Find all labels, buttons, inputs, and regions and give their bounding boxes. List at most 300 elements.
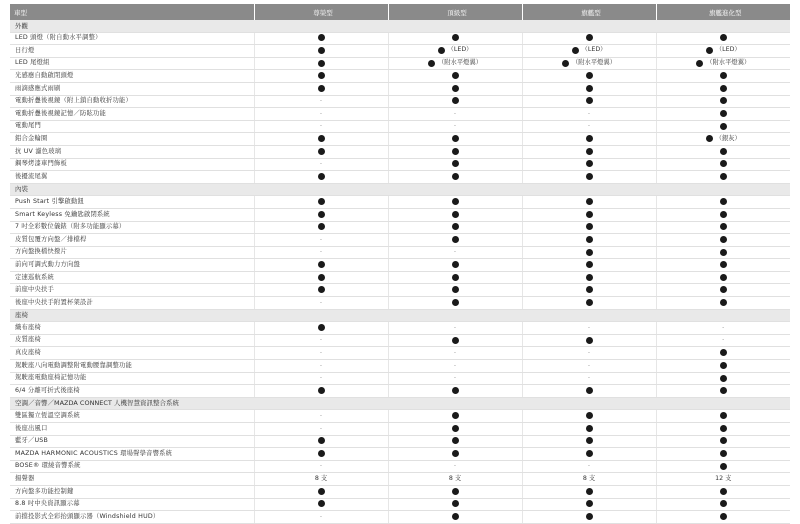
standard-dot-icon <box>318 60 325 67</box>
standard-dot-icon <box>586 437 593 444</box>
spec-note: （銀灰） <box>715 134 741 142</box>
standard-dot-icon <box>586 387 593 394</box>
standard-dot-icon <box>720 85 727 92</box>
standard-dot-icon <box>720 437 727 444</box>
feature-label: 日行燈 <box>10 45 254 58</box>
spec-cell <box>656 108 790 121</box>
standard-dot-icon <box>706 135 713 142</box>
feature-label: 方向盤多功能控制鍵 <box>10 485 254 498</box>
standard-dot-icon <box>452 173 459 180</box>
standard-dot-icon <box>720 274 727 281</box>
spec-cell <box>254 498 388 511</box>
table-row <box>10 196 790 209</box>
spec-cell <box>656 82 790 95</box>
table-row <box>10 45 790 58</box>
spec-cell <box>388 221 522 234</box>
standard-dot-icon <box>586 286 593 293</box>
table-row <box>10 410 790 423</box>
standard-dot-icon <box>452 236 459 243</box>
standard-dot-icon <box>452 513 459 520</box>
table-row <box>10 334 790 347</box>
section-header-row <box>10 397 790 410</box>
standard-dot-icon <box>720 286 727 293</box>
section-title: 空調／音響／MAZDA CONNECT 人機智慧資訊整合系統 <box>10 397 790 410</box>
not-available-dash: - <box>722 323 725 331</box>
not-available-dash: - <box>319 97 323 105</box>
spec-cell <box>388 246 522 259</box>
standard-dot-icon <box>452 337 459 344</box>
spec-cell <box>388 372 522 385</box>
feature-label: 方向盤換檔快撥片 <box>10 246 254 259</box>
spec-cell <box>656 70 790 83</box>
feature-label: 皮質座椅 <box>10 334 254 347</box>
spec-cell <box>388 511 522 524</box>
spec-cell <box>254 360 388 373</box>
spec-cell <box>522 284 656 297</box>
spec-cell <box>522 32 656 45</box>
not-available-dash: - <box>453 462 457 470</box>
spec-cell <box>388 32 522 45</box>
spec-cell <box>522 297 656 310</box>
spec-cell <box>656 246 790 259</box>
standard-dot-icon <box>318 324 325 331</box>
not-available-dash: - <box>319 122 323 130</box>
standard-dot-icon <box>318 47 325 54</box>
feature-label: 駕駛座八向電動調整附電動腰靠調整功能 <box>10 360 254 373</box>
not-available-dash: - <box>453 374 457 382</box>
standard-dot-icon <box>720 425 727 432</box>
table-row <box>10 435 790 448</box>
not-available-dash: - <box>319 248 323 256</box>
spec-cell <box>254 511 388 524</box>
feature-label: 電動折疊後視鏡（附上鎖自動收折功能） <box>10 95 254 108</box>
spec-cell <box>254 208 388 221</box>
feature-label: Push Start 引擎啟動鈕 <box>10 196 254 209</box>
standard-dot-icon <box>586 148 593 155</box>
spec-cell <box>522 70 656 83</box>
spec-cell <box>656 511 790 524</box>
spec-cell <box>254 334 388 347</box>
spec-cell <box>254 322 388 335</box>
standard-dot-icon <box>586 97 593 104</box>
spec-cell <box>522 95 656 108</box>
spec-note: （LED） <box>715 46 741 54</box>
spec-cell <box>522 133 656 146</box>
spec-cell <box>656 158 790 171</box>
spec-cell <box>388 410 522 423</box>
not-available-dash: - <box>319 160 323 168</box>
spec-cell <box>388 70 522 83</box>
spec-cell <box>522 171 656 184</box>
feature-label: 藍牙／USB <box>10 435 254 448</box>
feature-label: 後座中央扶手附置杯架設計 <box>10 297 254 310</box>
table-row <box>10 372 790 385</box>
standard-dot-icon <box>720 450 727 457</box>
spec-cell <box>656 196 790 209</box>
spec-cell <box>522 347 656 360</box>
standard-dot-icon <box>586 488 593 495</box>
standard-dot-icon <box>318 387 325 394</box>
table-row <box>10 145 790 158</box>
not-available-dash: - <box>453 349 457 357</box>
standard-dot-icon <box>720 349 727 356</box>
standard-dot-icon <box>696 60 703 67</box>
spec-cell: 8 支 <box>254 473 388 486</box>
standard-dot-icon <box>452 223 459 230</box>
section-title: 外觀 <box>10 20 790 32</box>
table-row <box>10 423 790 436</box>
feature-label: BOSE® 環繞音響系統 <box>10 460 254 473</box>
not-available-dash: - <box>587 361 591 369</box>
table-row <box>10 360 790 373</box>
not-available-dash: - <box>319 109 323 117</box>
table-row <box>10 347 790 360</box>
standard-dot-icon <box>318 450 325 457</box>
spec-cell <box>522 448 656 461</box>
spec-cell <box>522 196 656 209</box>
standard-dot-icon <box>720 97 727 104</box>
table-row <box>10 208 790 221</box>
standard-dot-icon <box>452 135 459 142</box>
standard-dot-icon <box>720 412 727 419</box>
spec-cell <box>388 360 522 373</box>
spec-cell <box>656 334 790 347</box>
table-row <box>10 32 790 45</box>
table-row <box>10 221 790 234</box>
standard-dot-icon <box>720 123 727 130</box>
spec-cell <box>656 145 790 158</box>
spec-cell <box>388 158 522 171</box>
spec-cell <box>254 347 388 360</box>
spec-cell <box>388 347 522 360</box>
table-row <box>10 322 790 335</box>
not-available-dash: - <box>319 349 323 357</box>
not-available-dash: - <box>587 323 591 331</box>
standard-dot-icon <box>452 299 459 306</box>
standard-dot-icon <box>452 34 459 41</box>
standard-dot-icon <box>720 198 727 205</box>
standard-dot-icon <box>318 148 325 155</box>
standard-dot-icon <box>586 34 593 41</box>
feature-label: 定速巡航系統 <box>10 271 254 284</box>
spec-cell <box>522 385 656 398</box>
spec-cell <box>522 511 656 524</box>
standard-dot-icon <box>720 299 727 306</box>
standard-dot-icon <box>452 450 459 457</box>
spec-cell <box>388 133 522 146</box>
spec-cell <box>522 460 656 473</box>
spec-cell <box>656 221 790 234</box>
spec-cell <box>254 221 388 234</box>
spec-cell <box>522 158 656 171</box>
table-row <box>10 297 790 310</box>
spec-cell <box>254 385 388 398</box>
spec-cell <box>254 284 388 297</box>
spec-cell <box>388 284 522 297</box>
standard-dot-icon <box>720 236 727 243</box>
not-available-dash: - <box>587 122 591 130</box>
spec-cell <box>656 460 790 473</box>
spec-cell <box>254 423 388 436</box>
standard-dot-icon <box>452 387 459 394</box>
section-header-row <box>10 20 790 32</box>
standard-dot-icon <box>720 249 727 256</box>
not-available-dash: - <box>453 323 457 331</box>
standard-dot-icon <box>586 198 593 205</box>
table-row <box>10 95 790 108</box>
standard-dot-icon <box>586 513 593 520</box>
spec-cell <box>656 95 790 108</box>
standard-dot-icon <box>318 72 325 79</box>
spec-cell <box>522 435 656 448</box>
standard-dot-icon <box>720 463 727 470</box>
standard-dot-icon <box>586 450 593 457</box>
spec-cell <box>656 271 790 284</box>
standard-dot-icon <box>720 488 727 495</box>
standard-dot-icon <box>586 223 593 230</box>
spec-cell <box>656 435 790 448</box>
spec-cell <box>656 410 790 423</box>
table-row <box>10 498 790 511</box>
spec-cell <box>388 322 522 335</box>
spec-cell <box>656 423 790 436</box>
spec-cell <box>388 234 522 247</box>
spec-cell <box>656 234 790 247</box>
spec-cell <box>522 120 656 133</box>
spec-cell <box>656 322 790 335</box>
spec-cell <box>656 133 790 146</box>
standard-dot-icon <box>452 412 459 419</box>
spec-cell <box>656 360 790 373</box>
feature-label: 前向可調式動力方向盤 <box>10 259 254 272</box>
table-row <box>10 234 790 247</box>
feature-label: 後擾流尾翼 <box>10 171 254 184</box>
spec-cell: 12 支 <box>656 473 790 486</box>
standard-dot-icon <box>452 500 459 507</box>
spec-cell <box>254 410 388 423</box>
standard-dot-icon <box>586 236 593 243</box>
spec-cell <box>388 208 522 221</box>
standard-dot-icon <box>452 160 459 167</box>
not-available-dash: - <box>319 412 323 420</box>
section-header-row <box>10 183 790 196</box>
spec-cell <box>254 435 388 448</box>
standard-dot-icon <box>586 337 593 344</box>
spec-cell <box>656 498 790 511</box>
spec-cell <box>656 45 790 58</box>
not-available-dash: - <box>453 248 457 256</box>
feature-label: 駕駛座電動座椅記憶功能 <box>10 372 254 385</box>
spec-cell <box>656 171 790 184</box>
standard-dot-icon <box>318 286 325 293</box>
spec-note: （附水平燈翼） <box>571 59 617 67</box>
standard-dot-icon <box>318 274 325 281</box>
spec-cell <box>388 297 522 310</box>
not-available-dash: - <box>319 361 323 369</box>
standard-dot-icon <box>720 173 727 180</box>
feature-label: 揚聲器 <box>10 473 254 486</box>
table-row <box>10 511 790 524</box>
feature-label: 前座中央扶手 <box>10 284 254 297</box>
table-row <box>10 133 790 146</box>
feature-label: LED 尾燈組 <box>10 57 254 70</box>
table-row <box>10 171 790 184</box>
standard-dot-icon <box>720 223 727 230</box>
spec-cell <box>656 259 790 272</box>
spec-cell <box>254 95 388 108</box>
spec-cell <box>254 57 388 70</box>
spec-cell <box>388 259 522 272</box>
header-cell: 尊榮型 <box>254 4 388 20</box>
header-row <box>10 4 790 20</box>
spec-cell <box>254 234 388 247</box>
spec-cell <box>522 498 656 511</box>
standard-dot-icon <box>452 97 459 104</box>
feature-label: 真皮座椅 <box>10 347 254 360</box>
not-available-dash: - <box>319 374 323 382</box>
spec-cell <box>388 196 522 209</box>
feature-label: 電動折疊後視鏡記憶／防眩功能 <box>10 108 254 121</box>
feature-label: 6/4 分離可折式後座椅 <box>10 385 254 398</box>
spec-cell <box>254 271 388 284</box>
standard-dot-icon <box>720 261 727 268</box>
feature-label: 織布座椅 <box>10 322 254 335</box>
standard-dot-icon <box>452 85 459 92</box>
spec-cell <box>522 334 656 347</box>
standard-dot-icon <box>720 513 727 520</box>
standard-dot-icon <box>318 135 325 142</box>
not-available-dash: - <box>453 122 457 130</box>
spec-cell <box>522 259 656 272</box>
spec-cell <box>254 45 388 58</box>
standard-dot-icon <box>318 173 325 180</box>
spec-cell <box>656 57 790 70</box>
not-available-dash: - <box>319 235 323 243</box>
spec-cell <box>254 448 388 461</box>
spec-cell <box>522 45 656 58</box>
standard-dot-icon <box>318 437 325 444</box>
not-available-dash: - <box>453 361 457 369</box>
standard-dot-icon <box>318 223 325 230</box>
spec-cell <box>254 246 388 259</box>
spec-cell <box>254 297 388 310</box>
spec-cell <box>522 322 656 335</box>
spec-body <box>10 20 790 523</box>
section-title: 座椅 <box>10 309 790 322</box>
feature-label: 電動尾門 <box>10 120 254 133</box>
feature-label: 光感應自動啟閉頭燈 <box>10 70 254 83</box>
standard-dot-icon <box>452 148 459 155</box>
standard-dot-icon <box>586 211 593 218</box>
spec-cell <box>388 385 522 398</box>
spec-cell <box>656 120 790 133</box>
feature-label: 皮質包覆方向盤／排檔桿 <box>10 234 254 247</box>
not-available-dash: - <box>319 298 323 306</box>
feature-label: Smart Keyless 免鑰匙啟閉系統 <box>10 208 254 221</box>
table-row <box>10 485 790 498</box>
spec-cell <box>254 70 388 83</box>
standard-dot-icon <box>720 211 727 218</box>
header-cell: 旗艦進化型 <box>656 4 790 20</box>
not-available-dash: - <box>587 462 591 470</box>
header-cell: 車型 <box>10 4 254 20</box>
spec-cell <box>656 448 790 461</box>
spec-cell <box>388 423 522 436</box>
feature-label: 7 吋全彩數位儀錶（附多功能顯示幕） <box>10 221 254 234</box>
spec-cell <box>388 82 522 95</box>
section-title: 內裝 <box>10 183 790 196</box>
spec-cell <box>656 284 790 297</box>
standard-dot-icon <box>452 425 459 432</box>
standard-dot-icon <box>586 85 593 92</box>
table-row <box>10 271 790 284</box>
table-row <box>10 284 790 297</box>
table-row <box>10 120 790 133</box>
spec-cell <box>522 108 656 121</box>
spec-cell: 8 支 <box>522 473 656 486</box>
spec-cell <box>522 360 656 373</box>
standard-dot-icon <box>452 488 459 495</box>
feature-label: MAZDA HARMONIC ACOUSTICS 環場聲學音響系統 <box>10 448 254 461</box>
spec-note: （附水平燈翼） <box>706 59 751 67</box>
feature-label: LED 頭燈（附自動水平調整） <box>10 32 254 45</box>
spec-cell <box>388 271 522 284</box>
standard-dot-icon <box>452 286 459 293</box>
feature-label: 雙區獨立恆溫空調系統 <box>10 410 254 423</box>
table-row <box>10 385 790 398</box>
table-row <box>10 158 790 171</box>
not-available-dash: - <box>587 349 591 357</box>
spec-cell <box>522 246 656 259</box>
table-row <box>10 108 790 121</box>
feature-label: 鋁合金輪圈 <box>10 133 254 146</box>
standard-dot-icon <box>452 274 459 281</box>
not-available-dash: - <box>319 512 323 520</box>
not-available-dash: - <box>587 109 591 117</box>
spec-cell <box>388 108 522 121</box>
feature-label: 雨滴感應式雨刷 <box>10 82 254 95</box>
spec-cell <box>656 372 790 385</box>
standard-dot-icon <box>318 211 325 218</box>
standard-dot-icon <box>586 261 593 268</box>
standard-dot-icon <box>586 500 593 507</box>
table-row <box>10 460 790 473</box>
table-row <box>10 246 790 259</box>
not-available-dash: - <box>453 109 457 117</box>
not-available-dash: - <box>319 424 323 432</box>
spec-cell <box>254 485 388 498</box>
standard-dot-icon <box>586 72 593 79</box>
spec-table <box>10 4 790 524</box>
spec-cell <box>388 57 522 70</box>
standard-dot-icon <box>318 34 325 41</box>
spec-cell <box>254 82 388 95</box>
standard-dot-icon <box>452 72 459 79</box>
spec-cell <box>388 45 522 58</box>
standard-dot-icon <box>586 274 593 281</box>
spec-cell <box>254 460 388 473</box>
spec-cell <box>522 221 656 234</box>
standard-dot-icon <box>586 412 593 419</box>
spec-cell <box>522 423 656 436</box>
standard-dot-icon <box>720 160 727 167</box>
spec-cell <box>388 460 522 473</box>
spec-cell <box>254 372 388 385</box>
standard-dot-icon <box>318 85 325 92</box>
spec-cell <box>388 145 522 158</box>
not-available-dash: - <box>319 336 323 344</box>
standard-dot-icon <box>720 387 727 394</box>
